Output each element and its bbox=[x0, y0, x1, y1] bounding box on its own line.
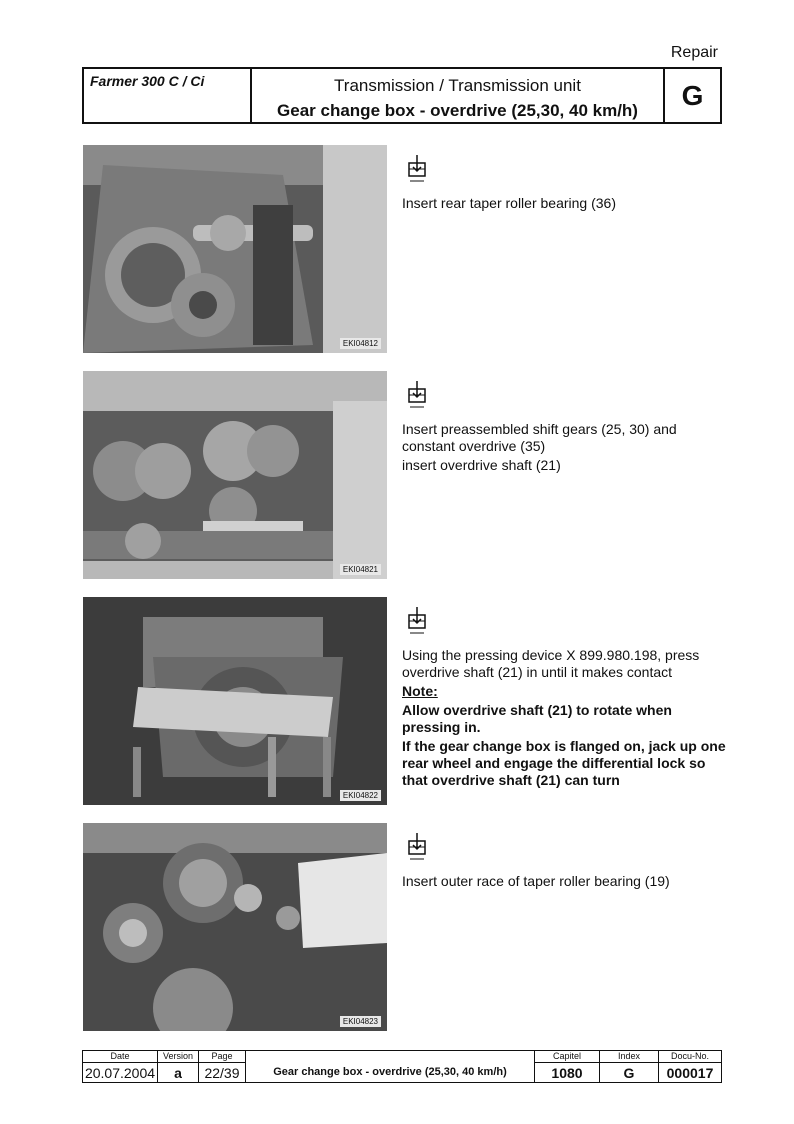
page-label: Page bbox=[199, 1051, 245, 1063]
image-code: EKI04822 bbox=[340, 790, 381, 801]
photo-outer-race bbox=[83, 823, 387, 1031]
capitel-value: 1080 bbox=[551, 1064, 583, 1081]
index-value: G bbox=[623, 1064, 635, 1081]
press-in-icon bbox=[406, 833, 428, 863]
photo-shift-gears bbox=[83, 371, 387, 579]
docu-value: 000017 bbox=[666, 1064, 714, 1081]
footer-version bbox=[158, 1051, 199, 1082]
press-in-icon bbox=[406, 155, 428, 185]
page-value: 22/39 bbox=[204, 1064, 240, 1081]
photo-illustration bbox=[83, 145, 387, 353]
footer-index bbox=[600, 1051, 659, 1082]
footer-title bbox=[246, 1051, 535, 1082]
header-index: G bbox=[681, 79, 704, 111]
step-4-text: Insert outer race of taper roller bearing (19) bbox=[402, 873, 670, 889]
footer-docu bbox=[659, 1051, 721, 1082]
note-text-2: If the gear change box is flanged on, jack up one rear wheel and engage the differential lock so that overdrive shaft (21) can turn bbox=[402, 738, 726, 788]
step-2 bbox=[402, 381, 732, 476]
step-4 bbox=[402, 833, 732, 892]
step-3 bbox=[402, 607, 732, 791]
photo-illustration bbox=[83, 371, 387, 579]
step-2-text-1: Insert preassembled shift gears (25, 30) and constant overdrive (35) bbox=[402, 421, 677, 454]
docu-label: Docu-No. bbox=[659, 1051, 721, 1063]
note-text-1: Allow overdrive shaft (21) to rotate when pressing in. bbox=[402, 702, 672, 735]
footer-capitel bbox=[535, 1051, 600, 1082]
date-value: 20.07.2004 bbox=[84, 1064, 156, 1081]
page-header bbox=[82, 67, 722, 124]
version-label: Version bbox=[158, 1051, 198, 1063]
step-1-text: Insert rear taper roller bearing (36) bbox=[402, 195, 616, 211]
header-title-line1: Transmission / Transmission unit bbox=[334, 76, 581, 95]
date-label: Date bbox=[83, 1051, 157, 1063]
header-title-line2: Gear change box - overdrive (25,30, 40 km/h) bbox=[277, 101, 638, 120]
capitel-label: Capitel bbox=[535, 1051, 599, 1063]
header-titles bbox=[252, 69, 665, 122]
image-code: EKI04821 bbox=[340, 564, 381, 575]
photo-illustration bbox=[83, 597, 387, 805]
footer-date bbox=[83, 1051, 158, 1082]
photo-rear-taper-bearing bbox=[83, 145, 387, 353]
section-label: Repair bbox=[670, 44, 718, 61]
model-name: Farmer 300 C / Ci bbox=[84, 69, 252, 122]
photo-pressing-device bbox=[83, 597, 387, 805]
index-label: Index bbox=[600, 1051, 658, 1063]
image-code: EKI04812 bbox=[340, 338, 381, 349]
page-footer bbox=[82, 1050, 722, 1083]
press-in-icon bbox=[406, 607, 428, 637]
photo-illustration bbox=[83, 823, 387, 1031]
step-2-text-2: insert overdrive shaft (21) bbox=[402, 457, 561, 473]
version-value: a bbox=[174, 1064, 182, 1081]
footer-page bbox=[199, 1051, 246, 1082]
step-3-text: Using the pressing device X 899.980.198, press overdrive shaft (21) in until it makes contact bbox=[402, 647, 700, 680]
note-label: Note: bbox=[402, 683, 438, 699]
step-1 bbox=[402, 155, 732, 214]
press-in-icon bbox=[406, 381, 428, 411]
footer-title-text: Gear change box - overdrive (25,30, 40 km/h) bbox=[273, 1066, 507, 1078]
image-code: EKI04823 bbox=[340, 1016, 381, 1027]
